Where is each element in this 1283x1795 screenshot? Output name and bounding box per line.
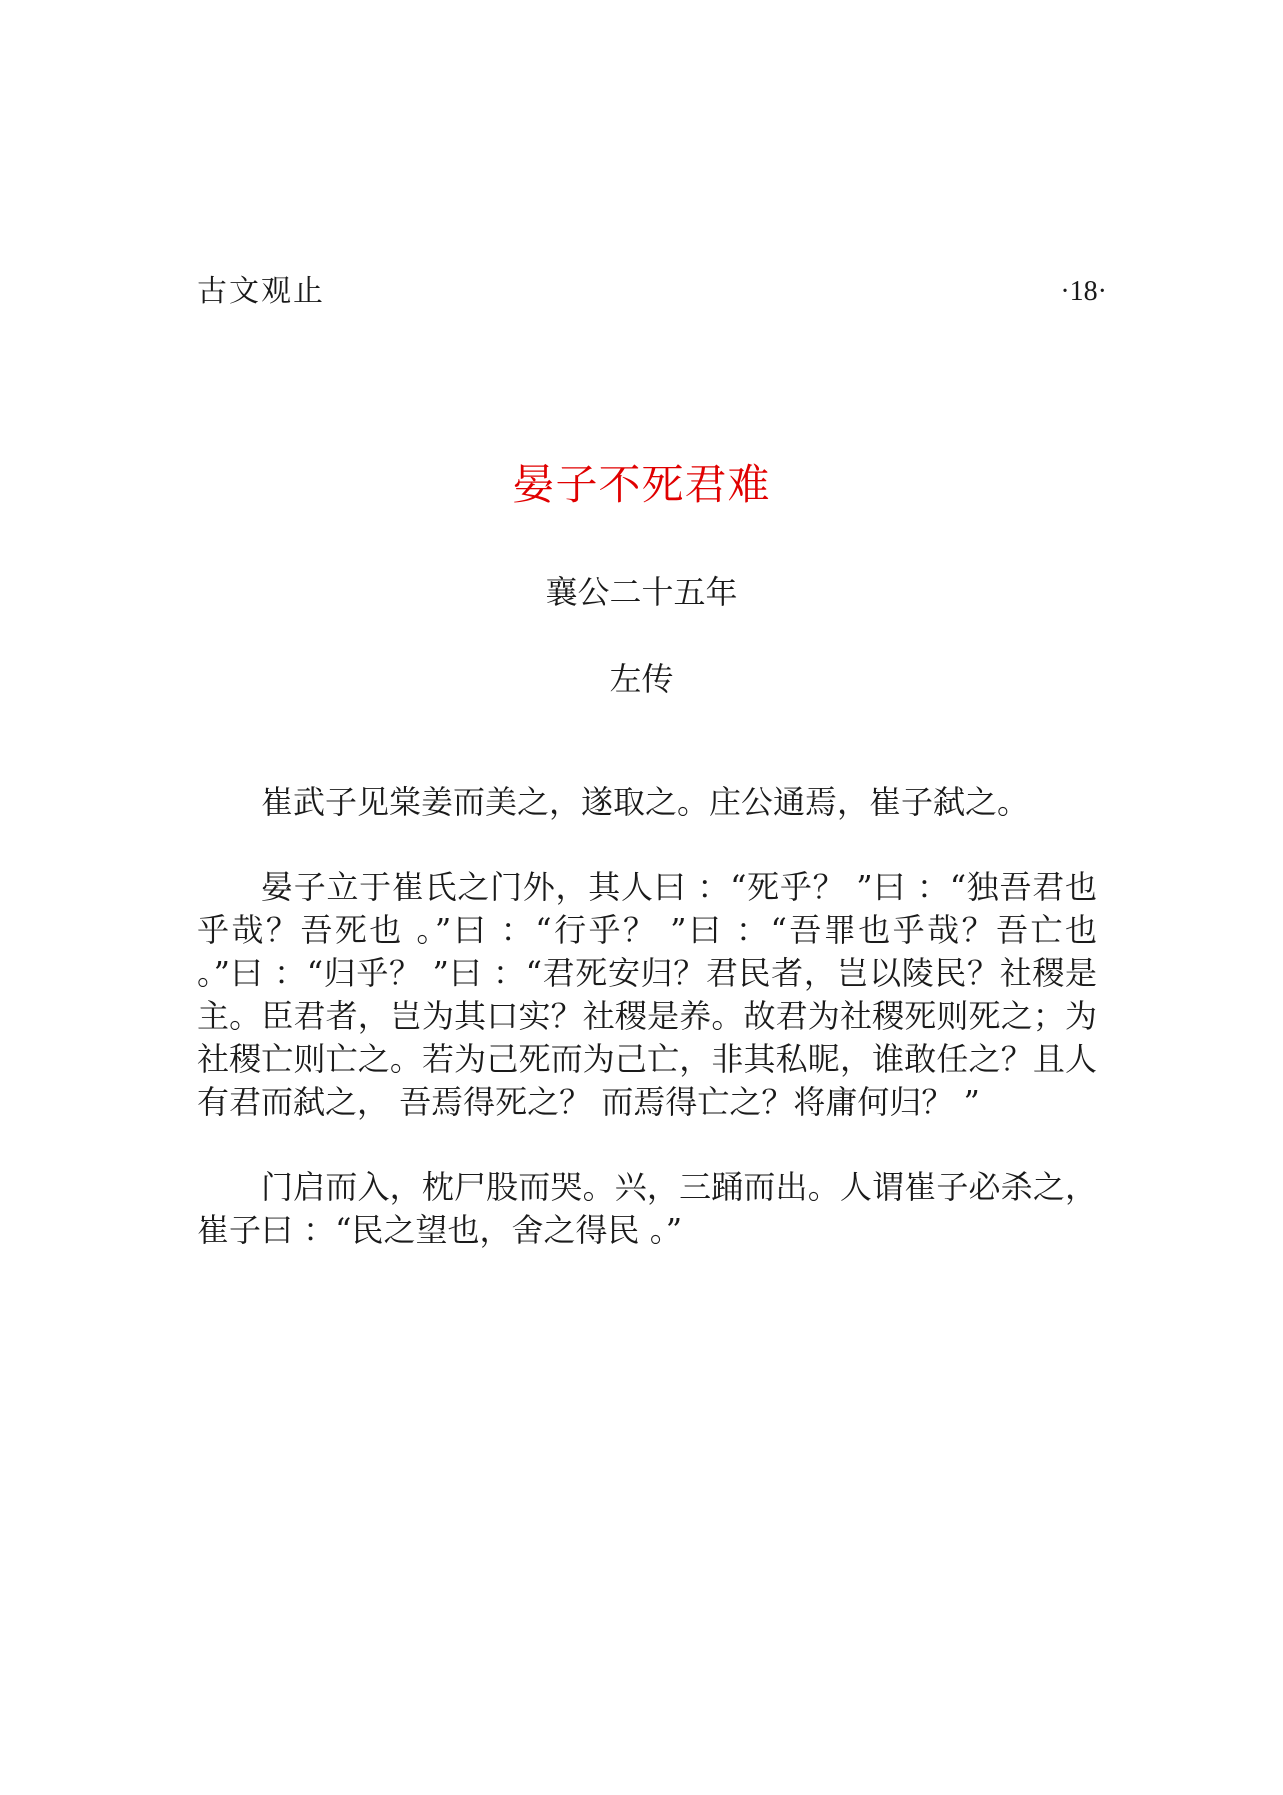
book-title: 古文观止 (197, 274, 325, 309)
article-author: 左传 (609, 660, 674, 698)
article-body (197, 781, 1097, 1294)
paragraph-2: 晏子立于崔氏之门外，其人曰 ：“死乎？ ”曰 ：“独吾君也乎哉？吾死也 。”曰 ：“行乎？ ”曰 ：“吾罪也乎哉？吾亡也 。”曰 ：“归乎？ ”曰 ：“君死安归？君民者，岂以陵民？社稷是主。臣君者，岂为其口实？社稷是养。故君为社稷死则死之；为社稷亡则亡之。若为己死而为己亡，非其私昵，谁敢任之？且人有君而弑之， 吾焉得死之？ 而焉得亡之？将庸何归？ ” (197, 868, 1097, 1121)
paragraph-1: 崔武子见棠姜而美之，遂取之。庄公通焉，崔子弑之。 (261, 783, 1030, 821)
paragraph-3: 门启而入，枕尸股而哭。兴，三踊而出。人谓崔子必杀之，崔子曰 ：“民之望也，舍之得民 。” (197, 1168, 1097, 1249)
page-number: ·18· (1060, 276, 1107, 307)
article-title: 晏子不死君难 (512, 460, 771, 509)
article-subtitle: 襄公二十五年 (545, 573, 738, 611)
